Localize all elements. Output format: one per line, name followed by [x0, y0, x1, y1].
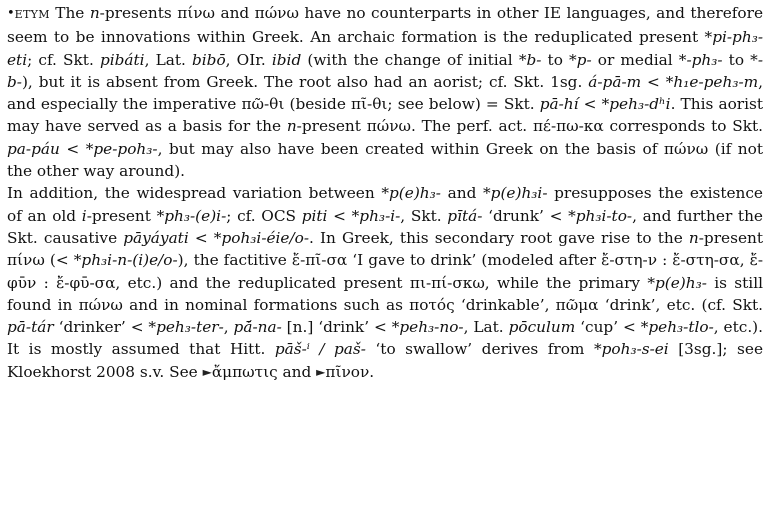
italic-form: *peh₃-ter-	[148, 318, 224, 337]
italic-form: *b-	[518, 50, 542, 69]
italic-form: *ph₃-(e)i-	[156, 206, 227, 225]
cross-reference-arrow-icon: ►	[202, 364, 212, 379]
italic-form: *h₁e-peh₃-m	[665, 72, 759, 91]
paragraph-2-text: In addition, the widespread variation between *p(e)h₃- and *p(e)h₃i- presupposes the existence of an old i-present *ph₃-(e)i-; cf. OCS piti < *ph₃-i-, Skt. pītá- ‘drunk’ < *ph₃i-to-, and further the Skt. causative pāyáyati < *poh₃i-éie/o-. In Greek, this secondary root gave rise to the n-present πίνω (< *ph₃i-n-(i)e/o-), the factitive ἔ-πῖ-σα ‘I gave to drink’ (modeled after ἔ-στη-ν : ἔ-στη-σα, ἔ-φῡν : ἔ-φῡ-σα, etc.) and the reduplicated present πι-πί-σκω, while the primary *p(e)h₃- is still found in πώνω and in nominal formations such as ποτός ‘drinkable’, πῶμα ‘drink’, etc. (cf. Skt. pā-tár ‘drinker’ < *peh₃-ter-, pā́-na- [n.] ‘drink’ < *peh₃-no-, Lat. pōculum ‘cup’ < *peh₃-tlo-, etc.). It is mostly assumed that Hitt. pāš-ⁱ / paš- ‘to swallow’ derives from *poh₃-s-ei [3sg.]; see Kloekhorst 2008 s.v. See ►ἄμπωτις and ►πῖνον.	[7, 184, 763, 380]
italic-form: *p(e)h₃-	[381, 184, 441, 203]
italic-form: pā́-na-	[233, 318, 282, 337]
cross-reference-arrow-icon: ►	[316, 364, 326, 379]
italic-form: *ph₃i-n-(i)e/o-	[73, 251, 178, 270]
etym-paragraph-2	[7, 182, 763, 384]
italic-form: pītá-	[447, 206, 483, 225]
italic-form: *pe-poh₃-	[85, 139, 158, 158]
italic-form: *peh₃-no-	[391, 318, 464, 337]
italic-form: *p(e)h₃i-	[483, 184, 548, 203]
cross-reference-target: πῖνον	[325, 362, 370, 381]
italic-form: *-b-	[7, 50, 763, 91]
italic-form: *p-	[569, 50, 592, 69]
italic-form: pāš-ⁱ / paš-	[274, 340, 366, 359]
italic-form: *ph₃i-to-	[568, 206, 633, 225]
etym-label: etym	[14, 4, 50, 22]
italic-form: i	[81, 206, 87, 225]
italic-form: á-pā-m	[588, 72, 642, 91]
italic-form: n	[89, 4, 100, 22]
italic-form: piti	[301, 206, 328, 225]
italic-form: *poh₃-s-ei	[593, 340, 669, 359]
italic-form: *p(e)h₃-	[647, 273, 707, 292]
italic-form: *poh₃i-éie/o-	[213, 228, 310, 247]
italic-form: pā-hí	[539, 95, 579, 114]
paragraph-1-text: The n-presents πίνω and πώνω have no counterparts in other IE languages, and therefore seem to be innovations within Greek. An archaic formation is the reduplicated present *pi-ph₃-eti; cf. Skt. pibáti, Lat. bibō, OIr. ibid (with the change of initial *b- to *p- or medial *-ph₃- to *-b-), but it is absent from Greek. The root also had an aorist; cf. Skt. 1sg. á-pā-m < *h₁e-peh₃-m, and especially the imperative πῶ-θι (beside πῖ-θι; see below) = Skt. pā-hí < *peh₃-dʰi. This aorist may have served as a basis for the n-present πώνω. The perf. act. πέ-πω-κα corresponds to Skt. pa-páu < *pe-poh₃-, but may also have been created within Greek on the basis of πώνω (if not the other way around).	[7, 4, 764, 181]
italic-form: *-ph₃-	[678, 50, 723, 69]
etym-paragraph-1	[7, 2, 763, 182]
italic-form: n	[688, 228, 699, 247]
italic-form: bibō	[191, 50, 226, 69]
cross-reference-link[interactable]	[316, 363, 369, 381]
cross-reference-target: ἄμπωτις	[211, 362, 278, 381]
italic-form: pibáti	[99, 50, 145, 69]
italic-form: pāyáyati	[123, 228, 189, 247]
italic-form: pā-tár	[7, 318, 54, 337]
italic-form: pōculum	[508, 318, 576, 337]
italic-form: *pi-ph₃-eti	[7, 28, 763, 69]
cross-reference-link[interactable]	[203, 363, 278, 381]
italic-form: *ph₃-i-	[351, 206, 401, 225]
italic-form: ibid	[271, 50, 302, 69]
italic-form: *peh₃-dʰi	[601, 95, 671, 114]
italic-form: *peh₃-tlo-	[640, 318, 714, 337]
italic-form: n	[286, 117, 297, 136]
italic-form: pa-páu	[7, 139, 60, 158]
bullet-marker: •	[7, 6, 15, 21]
